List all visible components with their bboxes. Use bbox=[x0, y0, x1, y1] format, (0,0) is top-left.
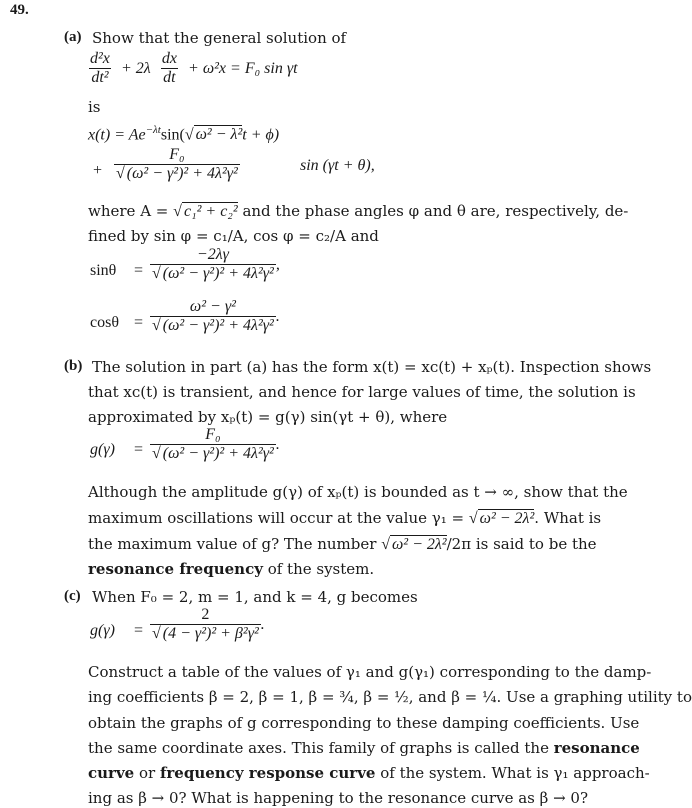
part-c-line-4: obtain the graphs of g corresponding to these damping coefficients. Use bbox=[88, 714, 640, 732]
resonance-term: resonance bbox=[553, 739, 640, 757]
g-lhs-c: g(γ) bbox=[90, 622, 115, 639]
part-b-line-7: resonance frequency of the system. bbox=[88, 560, 375, 578]
solution-line-1: $x(t) = Ae^{-\lambda t}\sin(√$ ω² − λ²t + ϕ) bbox=[88, 124, 280, 144]
g-eq-c: = bbox=[134, 622, 144, 639]
part-b-line-2: that xᴄ(t) is transient, and hence for large values of time, the solution is bbox=[88, 383, 636, 401]
part-c-label: (c) bbox=[64, 588, 81, 604]
sin-theta-fraction: $\frac{-2\lambda\gamma}{\text{√ (ω² − γ²)² + 4λ²γ²}}$ , bbox=[152, 246, 280, 282]
part-b-line-3: approximated by xₚ(t) = g(γ) sin(γt + θ), where bbox=[88, 408, 448, 426]
g-fraction-c: $\frac{2}{\text{√ (4 − γ²)² + β²γ²}}$ . bbox=[152, 606, 265, 642]
curve-term: curve bbox=[88, 764, 135, 782]
g-lhs-b: g(γ) bbox=[90, 441, 115, 458]
sin-theta-lhs: sinθ bbox=[90, 262, 117, 279]
defined-line: fined by sin φ = c₁/A, cos φ = c₂/A and bbox=[88, 227, 379, 245]
problem-number: 49. bbox=[10, 2, 29, 18]
part-c-line-6: curve or frequency response curve of the system. What is γ₁ approach- bbox=[88, 764, 650, 782]
solution-fraction: $\frac{\text{F₀}}{\text{√ (ω² − γ²)² + 4λ²γ²}}$ bbox=[116, 146, 238, 182]
is-word: is bbox=[88, 98, 101, 116]
part-c-line-5: the same coordinate axes. This family of graphs is called the resonance bbox=[88, 739, 640, 757]
where-line: where A = √ c₁² + c₂² and the phase angles φ and θ are, respectively, de- bbox=[88, 202, 629, 220]
resonance-frequency-term: resonance frequency bbox=[88, 560, 263, 578]
part-b-line-4: Although the amplitude g(γ) of xₚ(t) is bounded as t → ∞, show that the bbox=[88, 483, 628, 501]
frequency-response-curve-term: frequency response curve bbox=[159, 764, 376, 782]
part-b-line-1: The solution in part (a) has the form x(t) = xᴄ(t) + xₚ(t). Inspection shows bbox=[92, 358, 652, 376]
ode-first-derivative: $\frac{dx}{dt}$ bbox=[161, 50, 177, 86]
part-b-line-5: maximum oscillations will occur at the value γ₁ = √ ω² − 2λ². What is bbox=[88, 509, 602, 527]
g-fraction-b: $\frac{\text{F₀}}{\text{√ (ω² − γ²)² + 4λ²γ²}}$ . bbox=[152, 426, 280, 462]
ode-equation: $\frac{\text{d²x}}{\text{dt²}}$ + 2λ $\frac{dx}{dt}$ + ω²x = F₀ sin γt bbox=[90, 50, 298, 86]
plus-sign: + bbox=[92, 162, 103, 179]
ode-second-derivative: $\frac{\text{d²x}}{\text{dt²}}$ bbox=[90, 50, 110, 86]
part-b-label: (b) bbox=[64, 358, 83, 374]
g-eq-b: = bbox=[134, 441, 144, 458]
part-c-line-1: When F₀ = 2, m = 1, and k = 4, g becomes bbox=[92, 588, 418, 606]
cos-theta-eq: = bbox=[134, 314, 144, 331]
solution-line-2-tail: sin (γt + θ), bbox=[300, 157, 375, 174]
part-b-line-6: the maximum value of g? The number √ ω² − 2λ²/2π is said to be the bbox=[88, 535, 597, 553]
part-c-line-7: ing as β → 0? What is happening to the resonance curve as β → 0? bbox=[88, 789, 588, 807]
part-c-line-2: Construct a table of the values of γ₁ and g(γ₁) corresponding to the damp- bbox=[88, 663, 652, 681]
part-c-line-3: ing coefficients β = 2, β = 1, β = ¾, β = ½, and β = ¼. Use a graphing utility to bbox=[88, 688, 692, 706]
part-a-intro: Show that the general solution of bbox=[92, 29, 347, 47]
cos-theta-lhs: cosθ bbox=[90, 314, 119, 331]
part-a-label: (a) bbox=[64, 29, 82, 45]
cos-theta-fraction: $\frac{\text{ω² − γ²}}{\text{√ (ω² − γ²)² + 4λ²γ²}}$ . bbox=[152, 298, 280, 334]
sin-theta-eq: = bbox=[134, 262, 144, 279]
